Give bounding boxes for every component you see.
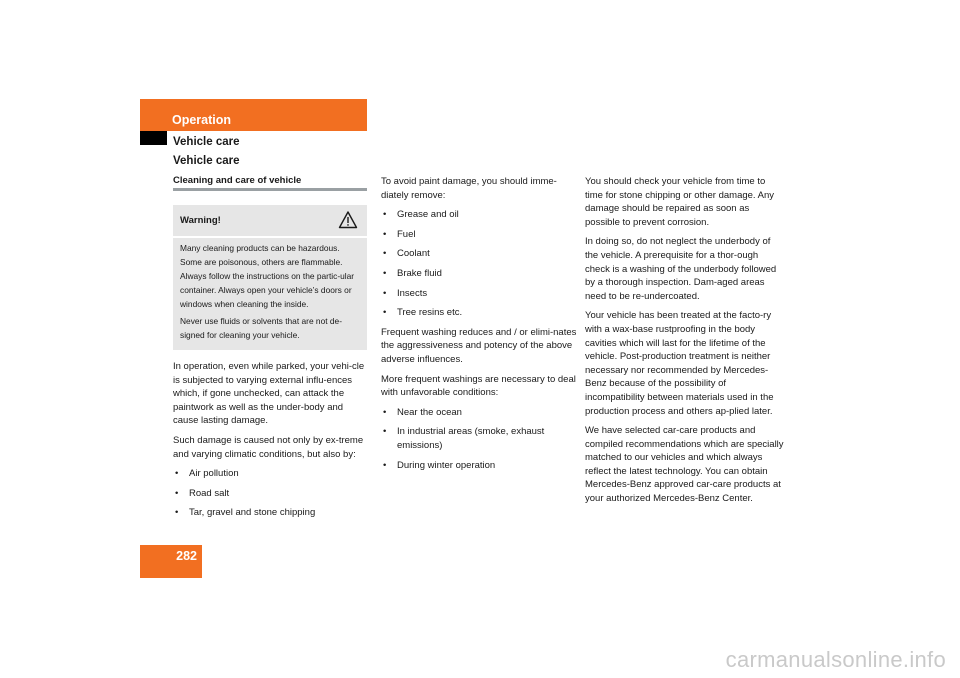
list-item: • Grease and oil: [381, 208, 577, 222]
page-number: 282: [176, 549, 197, 563]
section-marker: [140, 131, 167, 145]
bullet-list: [381, 208, 577, 320]
list-item: • Air pollution: [173, 467, 367, 481]
paragraph: To avoid paint damage, you should imme-diately remove:: [381, 176, 557, 201]
content-heading: Cleaning and care of vehicle: [173, 175, 302, 186]
warning-title: Warning!: [180, 215, 221, 226]
paragraph: In operation, even while parked, your vehi-cle is subjected to varying external influ-ences which, if gone unchecked, can attack the paintwork as well as the under-body and cause lasting damage.: [173, 361, 365, 427]
list-item: • Brake fluid: [381, 267, 577, 281]
warning-text: [180, 241, 363, 345]
list-item: • Near the ocean: [381, 406, 577, 420]
warning-box: [173, 205, 367, 350]
paragraph: More frequent washings are necessary to deal with unfavorable conditions:: [381, 373, 576, 399]
paragraph: Such damage is caused not only by ex-treme and varying climatic conditions, but also by:: [173, 434, 364, 460]
paragraph: In doing so, do not neglect the underbody of the vehicle. A prerequisite for a thor-ough check is a washing of the underbody followed by a thorough inspection. Dam-aged areas need to be re-undercoated.: [585, 236, 777, 302]
list-item: • Tree resins etc.: [381, 306, 577, 320]
heading-rule: [173, 188, 367, 191]
list-item: • In industrial areas (smoke, exhaust emissions): [381, 425, 577, 452]
paragraph: You should check your vehicle from time to time for stone chipping or other damage. Any damage should be repaired as soon as possible to prevent corrosion.: [585, 176, 775, 228]
warning-triangle-icon: [338, 210, 358, 230]
warning-paragraph: Never use fluids or solvents that are not de-signed for cleaning your vehicle.: [180, 316, 342, 340]
bullet-list: [173, 467, 367, 520]
paragraph: Frequent washing reduces and / or elimi-nates the aggressiveness and potency of the above adverse influences.: [381, 326, 577, 365]
column-1-body: [173, 360, 367, 526]
list-item: • Road salt: [173, 487, 367, 501]
list-item: • Tar, gravel and stone chipping: [173, 506, 367, 520]
warning-paragraph: Many cleaning products can be hazardous. Some are poisonous, others are flammable. Always follow the instructions on the partic-ular container. Always open your vehicle’s doors or windows when cleaning the inside.: [180, 243, 355, 309]
list-item: • Fuel: [381, 228, 577, 242]
section-title: Operation: [172, 113, 232, 127]
page-number-box: [140, 545, 202, 578]
subchapter-title: Vehicle care: [173, 155, 240, 167]
paragraph: We have selected car-care products and compiled recommendations which are specially matched to our vehicles and which always reflect the latest technology. You can obtain Mercedes-Benz approved car-care products at your authorized Mercedes-Benz Center.: [585, 425, 784, 505]
chapter-title: Vehicle care: [173, 136, 240, 148]
paragraph: Your vehicle has been treated at the facto-ry with a wax-base rustproofing in the body cavities which will last for the lifetime of the vehicle. Post-production treatment is neither necessary nor recommended by Mercedes-Benz because of the possibility of incompatibility between materials used in the production process and others ap-plied later.: [585, 310, 774, 417]
list-item: • During winter operation: [381, 459, 577, 473]
list-item: • Coolant: [381, 247, 577, 261]
warning-divider: [173, 236, 367, 238]
column-3-body: [585, 175, 785, 512]
bullet-list: [381, 406, 577, 472]
column-2-body: [381, 175, 577, 478]
watermark-text: carmanualsonline.info: [725, 647, 946, 672]
list-item: • Insects: [381, 287, 577, 301]
